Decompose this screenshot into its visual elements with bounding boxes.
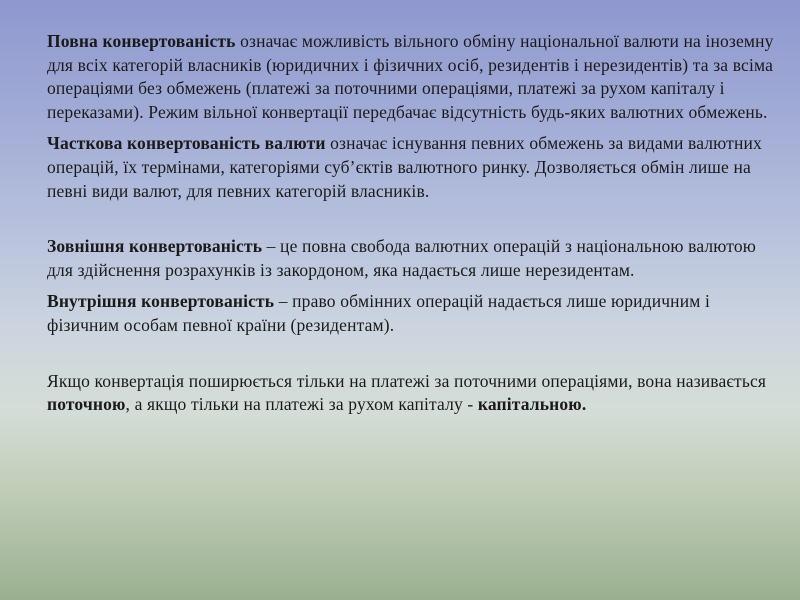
term-external-convertibility: Зовнішня конвертованість: [47, 236, 263, 257]
term-full-convertibility: Повна конвертованість: [47, 31, 236, 51]
paragraph-external-convertibility: [47, 235, 777, 282]
definition-full-convertibility: означає можливість вільного обміну національної валюти на іноземну для всіх категорій власників (юридичних і фізичних осіб, резидентів і нерезидентів) та за всіма операціями без обмежень (платежі за поточними операціями, платежі за рухом капіталу і переказами). Режим вільної конвертації передбачає відсутність будь-яких валютних обмежень.: [47, 31, 774, 122]
definition-partial-convertibility: означає існування певних обмежень за видами валютних операцій, їх термінами, категоріями суб’єктів валютного ринку. Дозволяється обмін лише на певні види валют, для певних категорій власників.: [47, 133, 762, 201]
paragraph-full-convertibility: [47, 30, 777, 124]
paragraph-partial-convertibility: [47, 132, 777, 203]
term-capital: капітальною.: [477, 394, 587, 415]
final-text-part1: Якщо конвертація поширюється тільки на платежі за поточними операціями, вона називається: [47, 370, 767, 391]
term-partial-convertibility: Часткова конвертованість валюти: [47, 133, 326, 154]
term-internal-convertibility: Внутрішня конвертованість: [47, 291, 275, 312]
slide-content: [47, 30, 777, 417]
term-current: поточною: [47, 394, 126, 415]
final-text-part2: , а якщо тільки на платежі за рухом капіталу -: [125, 394, 478, 415]
definition-internal-convertibility: – право обмінних операцій надається лише юридичним і фізичним особам певної країни (резидентам).: [47, 291, 710, 335]
paragraph-internal-convertibility: [47, 290, 777, 337]
paragraph-current-capital: [47, 370, 777, 417]
definition-external-convertibility: – це повна свобода валютних операцій з національною валютою для здійснення розрахунків із закордоном, яка надається лише нерезидентам.: [47, 236, 756, 280]
